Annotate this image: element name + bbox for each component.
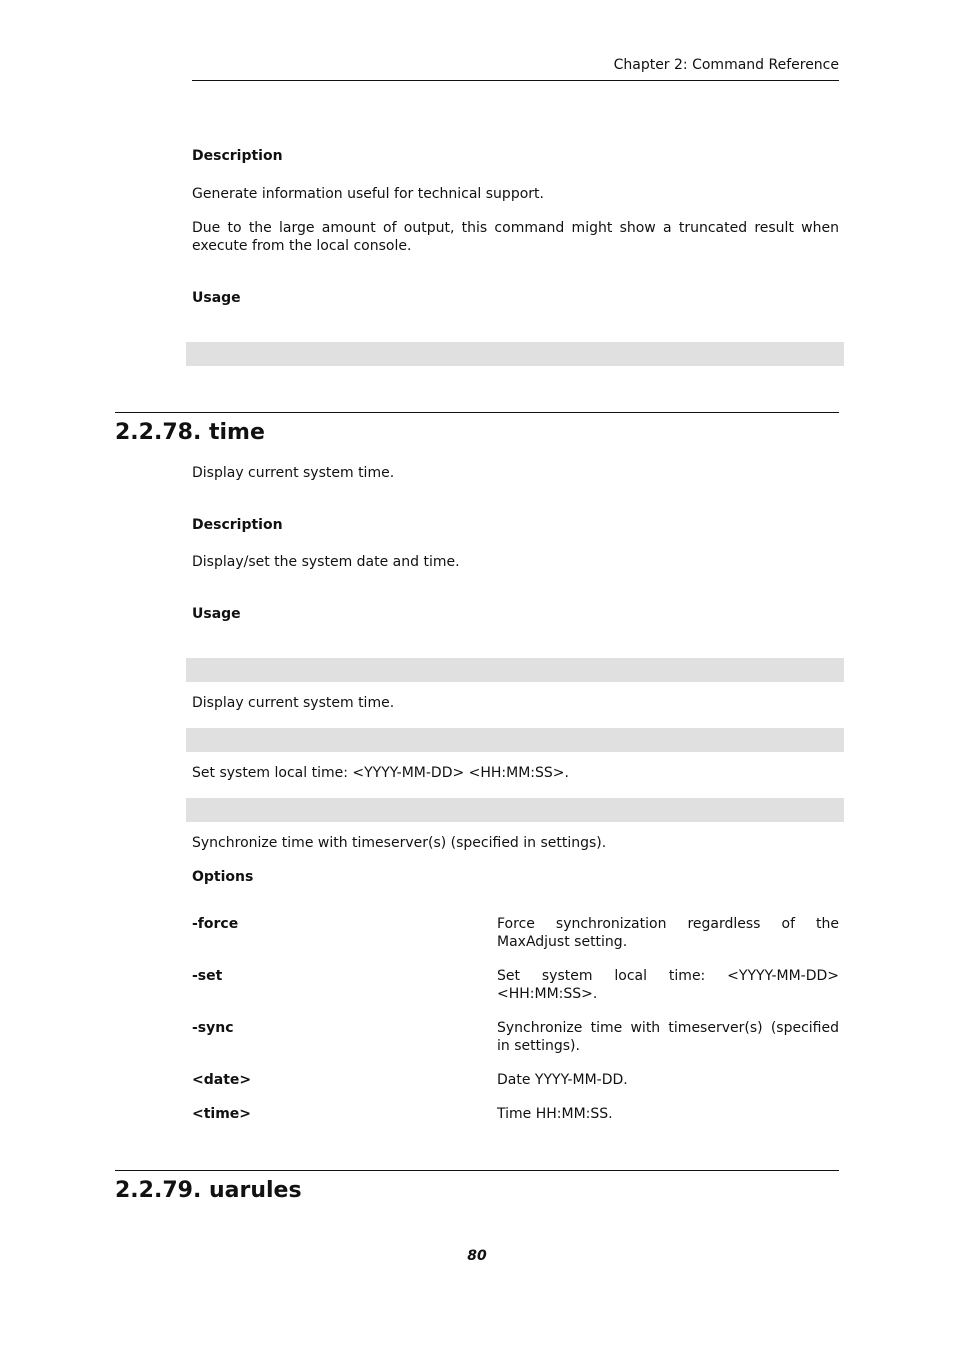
usage-description: Synchronize time with timeserver(s) (specified in settings). [192, 835, 607, 851]
section-rule [115, 1170, 839, 1171]
usage-heading: Usage [192, 606, 241, 622]
option-description: Date YYYY-MM-DD. [497, 1072, 628, 1088]
usage-heading: Usage [192, 290, 241, 306]
description-paragraph: Generate information useful for technical support. [192, 186, 544, 202]
header-rule [192, 80, 839, 81]
description-heading: Description [192, 148, 283, 164]
description-paragraph: Due to the large amount of output, this command might show a truncated result when execute from the local console. [192, 220, 839, 254]
option-name: -sync [192, 1020, 234, 1036]
code-block [186, 342, 844, 366]
page-number: 80 [467, 1248, 487, 1264]
section-title: 2.2.78. time [115, 420, 265, 445]
options-heading: Options [192, 869, 254, 885]
option-description: Set system local time: <YYYY-MM-DD> <HH:MM:SS>. [497, 968, 839, 1002]
usage-description: Display current system time. [192, 695, 395, 711]
description-heading: Description [192, 517, 283, 533]
option-name: -set [192, 968, 223, 984]
section-title: 2.2.79. uarules [115, 1178, 302, 1203]
option-name: <time> [192, 1106, 252, 1122]
option-name: <date> [192, 1072, 252, 1088]
option-description: Time HH:MM:SS. [497, 1106, 613, 1122]
description-paragraph: Display/set the system date and time. [192, 554, 460, 570]
code-block [186, 798, 844, 822]
option-description: Synchronize time with timeserver(s) (specified in settings). [497, 1020, 839, 1054]
code-block [186, 658, 844, 682]
option-name: -force [192, 916, 239, 932]
section-summary: Display current system time. [192, 465, 395, 481]
usage-description: Set system local time: <YYYY-MM-DD> <HH:MM:SS>. [192, 765, 569, 781]
running-header: Chapter 2: Command Reference [613, 57, 839, 73]
section-rule [115, 412, 839, 413]
option-description: Force synchronization regardless of the MaxAdjust setting. [497, 916, 839, 950]
code-block [186, 728, 844, 752]
